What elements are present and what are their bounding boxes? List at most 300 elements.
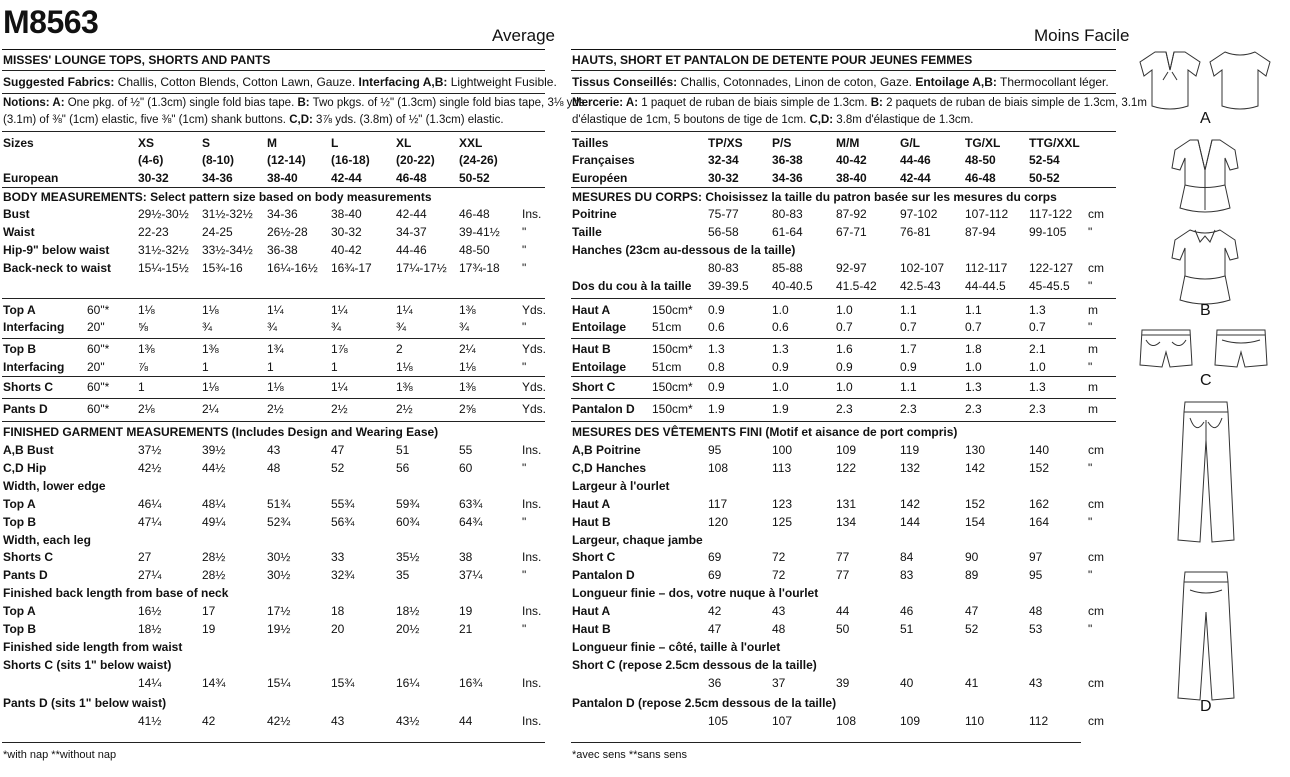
cell: 1.0 bbox=[772, 303, 789, 317]
unit: Ins. bbox=[522, 675, 542, 690]
divider bbox=[571, 49, 1116, 50]
row-label: Pantalon D bbox=[572, 402, 635, 416]
notions-fr-line1 bbox=[572, 96, 1147, 111]
cell: 2½ bbox=[267, 402, 284, 416]
cell: 69 bbox=[708, 550, 722, 565]
cell: 47 bbox=[331, 443, 345, 457]
row-label: Pants D (sits 1" below waist) bbox=[3, 695, 167, 710]
cell: 47 bbox=[965, 604, 979, 619]
divider bbox=[2, 187, 545, 188]
sizes-euro-label: Européen bbox=[572, 171, 628, 185]
cell: 46 bbox=[900, 604, 914, 619]
body-heading: BODY MEASUREMENTS: Select pattern size based on body measurements bbox=[3, 190, 432, 204]
unit: " bbox=[522, 225, 527, 239]
interfacing-label: Entoilage A,B: bbox=[915, 75, 997, 89]
cell: 130 bbox=[965, 443, 986, 457]
top-a-sketch bbox=[1210, 52, 1270, 109]
row-label: Haut A bbox=[572, 604, 611, 619]
cell: 1⅛ bbox=[459, 360, 476, 374]
unit: " bbox=[1088, 622, 1093, 636]
cell: 51¾ bbox=[267, 496, 291, 511]
divider bbox=[2, 131, 545, 132]
row-label: Poitrine bbox=[572, 207, 617, 221]
cell: 35½ bbox=[396, 550, 420, 565]
unit: " bbox=[522, 360, 527, 374]
unit: m bbox=[1088, 380, 1098, 394]
cell: 1 bbox=[202, 360, 209, 374]
cell: 56 bbox=[396, 460, 410, 475]
notions-text: (3.1m) of ⅜" (1cm) elastic, five ⅜" (1cm) shank buttons. bbox=[3, 114, 290, 126]
size-fr: 40-42 bbox=[836, 153, 867, 167]
cell: ¾ bbox=[202, 320, 213, 334]
row-label: Longueur finie – dos, votre nuque à l'ourlet bbox=[572, 586, 819, 601]
cell: 99-105 bbox=[1029, 225, 1067, 239]
cell: 16¼-16½ bbox=[267, 261, 318, 275]
cell: 15¼-15½ bbox=[138, 261, 189, 275]
fabric-width: 20" bbox=[87, 320, 105, 334]
cell: 144 bbox=[900, 514, 921, 529]
row-label: Top A bbox=[3, 604, 36, 619]
cell: 2¼ bbox=[459, 342, 476, 356]
figure-label-b: B bbox=[1200, 302, 1211, 319]
size-euro: 46-48 bbox=[396, 171, 427, 185]
unit: Ins. bbox=[522, 207, 542, 221]
size-euro: 50-52 bbox=[1029, 171, 1060, 185]
size-range: (24-26) bbox=[459, 153, 498, 167]
cell: 0.8 bbox=[708, 360, 725, 374]
cell: 15¾ bbox=[331, 675, 355, 690]
row-label: Bust bbox=[3, 207, 30, 221]
size-fr: 32-34 bbox=[708, 153, 739, 167]
row-label: Finished back length from base of neck bbox=[3, 586, 229, 601]
body-heading: MESURES DU CORPS: Choisissez la taille du patron basée sur les mesures du corps bbox=[572, 190, 1057, 204]
cell: 1.0 bbox=[836, 303, 853, 317]
cell: 2⅝ bbox=[459, 402, 476, 416]
cell: 39 bbox=[836, 675, 850, 690]
cell: 19½ bbox=[267, 622, 291, 636]
row-label: Dos du cou à la taille bbox=[572, 279, 692, 293]
shorts-c-front-sketch bbox=[1140, 330, 1192, 367]
cell: 60 bbox=[459, 460, 473, 475]
size-code: TP/XS bbox=[708, 136, 743, 150]
cell: 40 bbox=[900, 675, 914, 690]
cell: 2 bbox=[396, 342, 403, 356]
row-label: Largeur à l'ourlet bbox=[572, 478, 670, 493]
cell: 80-83 bbox=[772, 207, 803, 221]
cell: 117 bbox=[708, 496, 728, 511]
fabric-width: 150cm* bbox=[652, 380, 693, 394]
row-label: Interfacing bbox=[3, 360, 65, 374]
row-label: Haut B bbox=[572, 514, 611, 529]
cell: 152 bbox=[965, 496, 986, 511]
notions-en-line2 bbox=[3, 113, 504, 128]
fabric-width: 60"* bbox=[87, 402, 110, 416]
fabric-width: 20" bbox=[87, 360, 105, 374]
fabric-width: 51cm bbox=[652, 360, 682, 374]
divider bbox=[2, 298, 545, 299]
cell: 43 bbox=[772, 604, 786, 619]
cell: 2½ bbox=[396, 402, 413, 416]
cell: 46¼ bbox=[138, 496, 162, 511]
unit: cm bbox=[1088, 207, 1104, 221]
row-label: Interfacing bbox=[3, 320, 65, 334]
cell: 107-112 bbox=[965, 207, 1009, 221]
cell: 44-46 bbox=[396, 243, 427, 257]
cell: 1⅜ bbox=[459, 303, 476, 317]
cell: 72 bbox=[772, 568, 786, 583]
fabric-width: 60"* bbox=[87, 380, 110, 394]
cell: 16¾-17 bbox=[331, 261, 372, 275]
cell: 1.3 bbox=[772, 342, 789, 356]
size-code: TTG/XXL bbox=[1029, 136, 1080, 150]
cell: 38 bbox=[459, 550, 473, 565]
size-euro: 38-40 bbox=[267, 171, 298, 185]
row-label: Waist bbox=[3, 225, 35, 239]
cell: 31½-32½ bbox=[202, 207, 253, 221]
cell: 41.5-42 bbox=[836, 279, 877, 293]
unit: Yds. bbox=[522, 402, 547, 416]
row-label: Short C bbox=[572, 380, 616, 394]
row-label: Largeur, chaque jambe bbox=[572, 532, 703, 547]
cell: 14¼ bbox=[138, 675, 162, 690]
size-euro: 46-48 bbox=[965, 171, 996, 185]
divider bbox=[2, 742, 545, 743]
cell: 0.7 bbox=[965, 320, 982, 334]
divider bbox=[571, 742, 1081, 743]
cell: 61-64 bbox=[772, 225, 803, 239]
row-label: Hanches (23cm au-dessous de la taille) bbox=[572, 243, 796, 257]
cell: 42½ bbox=[138, 460, 162, 475]
notions-b-label: B: bbox=[297, 97, 310, 109]
divider bbox=[2, 70, 545, 71]
cell: 48 bbox=[1029, 604, 1043, 619]
cell: 28½ bbox=[202, 568, 226, 583]
unit: Yds. bbox=[522, 303, 547, 317]
divider bbox=[2, 376, 545, 377]
divider bbox=[571, 398, 1116, 399]
size-code: G/L bbox=[900, 136, 920, 150]
fabrics-en bbox=[3, 75, 557, 89]
size-code: TG/XL bbox=[965, 136, 1001, 150]
sizes-label: Sizes bbox=[3, 136, 34, 150]
size-euro: 42-44 bbox=[900, 171, 931, 185]
cell: 24-25 bbox=[202, 225, 233, 239]
size-euro: 50-52 bbox=[459, 171, 490, 185]
cell: 83 bbox=[900, 568, 914, 583]
cell: 38-40 bbox=[331, 207, 362, 221]
cell: 42.5-43 bbox=[900, 279, 941, 293]
cell: 20 bbox=[331, 622, 345, 636]
size-code: L bbox=[331, 136, 339, 150]
unit: " bbox=[1088, 279, 1093, 293]
cell: 20½ bbox=[396, 622, 420, 636]
cell: 117-122 bbox=[1029, 207, 1073, 221]
cell: 35 bbox=[396, 568, 410, 583]
cell: 46-48 bbox=[459, 207, 490, 221]
size-euro: 30-32 bbox=[708, 171, 739, 185]
divider bbox=[571, 376, 1116, 377]
cell: 63¾ bbox=[459, 496, 483, 511]
cell: 48 bbox=[772, 622, 786, 636]
cell: 1⅜ bbox=[459, 380, 476, 394]
cell: 2.3 bbox=[900, 402, 917, 416]
cell: 44 bbox=[459, 713, 473, 728]
sizes-fr-label: Françaises bbox=[572, 153, 635, 167]
top-b-front-sketch bbox=[1172, 140, 1238, 212]
cell: 67-71 bbox=[836, 225, 867, 239]
cell: 43 bbox=[331, 713, 345, 728]
cell: 17¾-18 bbox=[459, 261, 500, 275]
unit: " bbox=[522, 261, 527, 275]
cell: 15¼ bbox=[267, 675, 291, 690]
cell: 72 bbox=[772, 550, 786, 565]
cell: 1¼ bbox=[396, 303, 413, 317]
row-label: Top A bbox=[3, 303, 36, 317]
cell: 33 bbox=[331, 550, 345, 565]
cell: 85-88 bbox=[772, 261, 803, 275]
size-range: (4-6) bbox=[138, 153, 164, 167]
cell: 2.3 bbox=[836, 402, 853, 416]
cell: 2⅛ bbox=[138, 402, 155, 416]
garment-sketches bbox=[1130, 40, 1290, 760]
cell: 122 bbox=[836, 460, 857, 475]
row-label: Taille bbox=[572, 225, 602, 239]
divider bbox=[571, 70, 1116, 71]
cell: 1.1 bbox=[900, 303, 917, 317]
notions-text: 3.8m d'élastique de 1.3cm. bbox=[833, 114, 974, 126]
cell: 39½ bbox=[202, 443, 226, 457]
size-code: P/S bbox=[772, 136, 792, 150]
cell: 110 bbox=[965, 713, 985, 728]
notions-label: Notions: A: bbox=[3, 97, 65, 109]
cell: 48 bbox=[267, 460, 281, 475]
fabrics-fr bbox=[572, 75, 1109, 89]
cell: 18 bbox=[331, 604, 345, 619]
cell: 52 bbox=[965, 622, 979, 636]
unit: " bbox=[1088, 460, 1093, 475]
size-code: XS bbox=[138, 136, 155, 150]
unit: " bbox=[522, 320, 527, 334]
cell: 1.6 bbox=[836, 342, 853, 356]
notions-text: d'élastique de 1cm, 5 boutons de tige de 1cm. bbox=[572, 114, 810, 126]
unit: m bbox=[1088, 402, 1098, 416]
size-code: M/M bbox=[836, 136, 860, 150]
unit: Ins. bbox=[522, 443, 542, 457]
size-euro: 34-36 bbox=[202, 171, 233, 185]
cell: 50 bbox=[836, 622, 850, 636]
unit: Ins. bbox=[522, 604, 542, 619]
interfacing-text: Lightweight Fusible. bbox=[447, 75, 557, 89]
size-range: (16-18) bbox=[331, 153, 370, 167]
cell: 48-50 bbox=[459, 243, 490, 257]
cell: 0.9 bbox=[836, 360, 853, 374]
cell: 43 bbox=[1029, 675, 1043, 690]
cell: 42-44 bbox=[396, 207, 427, 221]
cell: 34-37 bbox=[396, 225, 427, 239]
figure-label-d: D bbox=[1200, 698, 1212, 715]
cell: 1.3 bbox=[965, 380, 982, 394]
cell: 37½ bbox=[138, 443, 162, 457]
cell: 1⅞ bbox=[331, 342, 348, 356]
cell: 108 bbox=[836, 713, 857, 728]
difficulty-fr: Moins Facile bbox=[1034, 26, 1130, 45]
cell: 112-117 bbox=[965, 261, 1008, 275]
cell: 108 bbox=[708, 460, 729, 475]
cell: 105 bbox=[708, 713, 729, 728]
cell: 76-81 bbox=[900, 225, 931, 239]
cell: 53 bbox=[1029, 622, 1043, 636]
row-label: Shorts C bbox=[3, 380, 54, 394]
unit: m bbox=[1088, 342, 1098, 356]
unit: cm bbox=[1088, 713, 1104, 728]
size-code: XL bbox=[396, 136, 412, 150]
unit: " bbox=[522, 243, 527, 257]
footnote-fr: *avec sens **sans sens bbox=[572, 749, 687, 761]
divider bbox=[2, 421, 545, 422]
cell: 1.0 bbox=[965, 360, 982, 374]
unit: " bbox=[1088, 225, 1093, 239]
cell: 87-94 bbox=[965, 225, 996, 239]
divider bbox=[571, 131, 1116, 132]
cell: 0.9 bbox=[708, 303, 725, 317]
cell: 1.1 bbox=[900, 380, 917, 394]
size-euro: 42-44 bbox=[331, 171, 362, 185]
cell: 30½ bbox=[267, 550, 291, 565]
cell: 15¾-16 bbox=[202, 261, 243, 275]
size-euro: 30-32 bbox=[138, 171, 169, 185]
size-euro: 38-40 bbox=[836, 171, 867, 185]
cell: 100 bbox=[772, 443, 793, 457]
row-label: Entoilage bbox=[572, 320, 627, 334]
row-label: Short C (repose 2.5cm dessous de la taille) bbox=[572, 657, 817, 672]
cell: 134 bbox=[836, 514, 857, 529]
cell: 123 bbox=[772, 496, 793, 511]
unit: Ins. bbox=[522, 550, 542, 565]
notions-text: Two pkgs. of ½" (1.3cm) single fold bias tape, 3⅛ yds. bbox=[309, 97, 588, 109]
row-label: Top B bbox=[3, 514, 37, 529]
difficulty-en: Average bbox=[492, 26, 556, 45]
row-label: Haut A bbox=[572, 303, 611, 317]
cell: 0.9 bbox=[900, 360, 917, 374]
cell: 1.3 bbox=[708, 342, 725, 356]
size-fr: 44-46 bbox=[900, 153, 931, 167]
row-label: C,D Hanches bbox=[572, 460, 647, 475]
cell: 119 bbox=[900, 443, 920, 457]
cell: 1.0 bbox=[1029, 360, 1046, 374]
unit: cm bbox=[1088, 604, 1104, 619]
unit: " bbox=[1088, 360, 1093, 374]
cell: 1 bbox=[138, 380, 145, 394]
cell: 90 bbox=[965, 550, 979, 565]
size-euro: 34-36 bbox=[772, 171, 803, 185]
cell: 33½-34½ bbox=[202, 243, 253, 257]
row-label: Finished side length from waist bbox=[3, 639, 183, 654]
cell: 164 bbox=[1029, 514, 1050, 529]
cell: 1.0 bbox=[772, 380, 789, 394]
cell: 1.0 bbox=[836, 380, 853, 394]
sizes-label: Tailles bbox=[572, 136, 609, 150]
cell: 16½ bbox=[138, 604, 162, 619]
cell: 0.7 bbox=[900, 320, 917, 334]
cell: 36-38 bbox=[267, 243, 298, 257]
row-label: C,D Hip bbox=[3, 460, 47, 475]
row-label: Haut A bbox=[572, 496, 611, 511]
unit: cm bbox=[1088, 675, 1104, 690]
cell: 55 bbox=[459, 443, 473, 457]
cell: 2½ bbox=[331, 402, 348, 416]
cell: 1⅛ bbox=[267, 380, 284, 394]
finished-heading: MESURES DES VÊTEMENTS FINI (Motif et aisance de port compris) bbox=[572, 425, 958, 439]
cell: 18½ bbox=[138, 622, 162, 636]
cell: 142 bbox=[965, 460, 986, 475]
cell: 60¾ bbox=[396, 514, 420, 529]
size-code: XXL bbox=[459, 136, 483, 150]
unit: cm bbox=[1088, 550, 1104, 565]
row-label: Short C bbox=[572, 550, 616, 565]
unit: cm bbox=[1088, 496, 1104, 511]
cell: 95 bbox=[708, 443, 722, 457]
cell: 55¾ bbox=[331, 496, 355, 511]
cell: 42 bbox=[202, 713, 216, 728]
footnote-en: *with nap **without nap bbox=[3, 749, 117, 761]
row-label: Width, lower edge bbox=[3, 478, 106, 493]
cell: 125 bbox=[772, 514, 793, 529]
cell: 44-44.5 bbox=[965, 279, 1006, 293]
cell: 59¾ bbox=[396, 496, 420, 511]
divider bbox=[571, 338, 1116, 339]
notions-cd-label: C,D: bbox=[809, 114, 834, 126]
cell: 27 bbox=[138, 550, 152, 565]
row-label: Top A bbox=[3, 496, 36, 511]
unit: " bbox=[522, 568, 527, 583]
cell: 1.8 bbox=[965, 342, 982, 356]
divider bbox=[571, 93, 1116, 94]
title-fr: HAUTS, SHORT ET PANTALON DE DETENTE POUR JEUNES FEMMES bbox=[572, 53, 973, 67]
cell: 52 bbox=[331, 460, 345, 475]
row-label: Haut B bbox=[572, 342, 611, 356]
divider bbox=[2, 93, 545, 94]
cell: 51 bbox=[396, 443, 410, 457]
cell: 1.9 bbox=[708, 402, 725, 416]
cell: 36 bbox=[708, 675, 722, 690]
cell: 17 bbox=[202, 604, 216, 619]
cell: 45-45.5 bbox=[1029, 279, 1070, 293]
cell: 1 bbox=[331, 360, 338, 374]
cell: 80-83 bbox=[708, 261, 739, 275]
cell: 1.9 bbox=[772, 402, 789, 416]
notions-fr-line2 bbox=[572, 113, 973, 128]
cell: 0.9 bbox=[772, 360, 789, 374]
cell: 1 bbox=[267, 360, 274, 374]
cell: 97-102 bbox=[900, 207, 938, 221]
notions-en-line1 bbox=[3, 96, 588, 111]
cell: 42 bbox=[708, 604, 722, 619]
cell: 95 bbox=[1029, 568, 1043, 583]
row-label: Top B bbox=[3, 622, 37, 636]
cell: 56¾ bbox=[331, 514, 355, 529]
interfacing-text: Thermocollant léger. bbox=[996, 75, 1109, 89]
divider bbox=[571, 298, 1116, 299]
cell: 30-32 bbox=[331, 225, 362, 239]
divider bbox=[2, 338, 545, 339]
cell: 1¼ bbox=[331, 380, 348, 394]
notions-text: 1 paquet de ruban de biais simple de 1.3cm. bbox=[638, 97, 871, 109]
cell: 16¾ bbox=[459, 675, 483, 690]
row-label: A,B Bust bbox=[3, 443, 54, 457]
fabric-width: 60"* bbox=[87, 342, 110, 356]
row-label: Hip-9" below waist bbox=[3, 243, 110, 257]
cell: 1⅜ bbox=[396, 380, 413, 394]
